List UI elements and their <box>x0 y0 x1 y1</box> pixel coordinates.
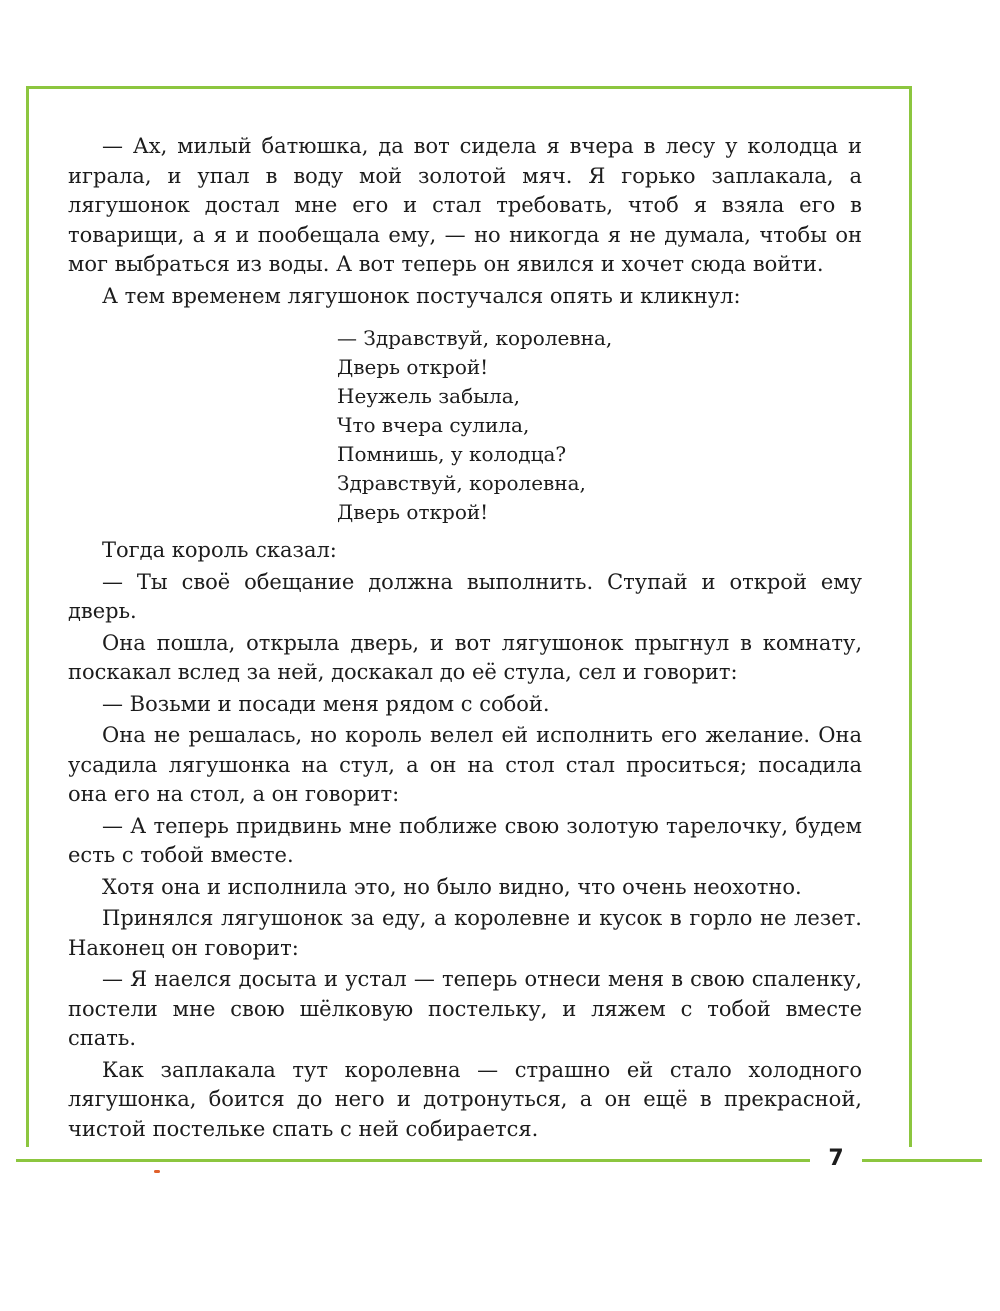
print-speck <box>154 1170 160 1173</box>
poem-line: Что вчера сулила, <box>337 413 530 437</box>
poem-line: Дверь открой! <box>337 500 489 524</box>
poem-line: Помнишь, у колодца? <box>337 442 567 466</box>
poem-line: Дверь открой! <box>337 355 489 379</box>
paragraph: — Возьми и посади меня рядом с собой. <box>102 691 550 716</box>
page-number: 7 <box>828 1146 844 1171</box>
paragraph: — Ты своё обещание должна выполнить. Ступай и открой ему дверь. <box>68 569 862 623</box>
paragraph: Она пошла, открыла дверь, и вот лягушонок прыгнул в комнату, поскакал вслед за ней, доскакал до её стула, сел и говорит: <box>68 630 862 684</box>
bottom-rule-right <box>862 1159 982 1162</box>
paragraph: Как заплакала тут королевна — страшно ей стало холодного лягушонка, боится до него и дотронуться, а он ещё в прекрасной, чистой постельке спать с ней собирается. <box>68 1057 862 1141</box>
poem-line: Неужель забыла, <box>337 384 521 408</box>
paragraph: Хотя она и исполнила это, но было видно, что очень неохотно. <box>102 874 802 899</box>
paragraph: — Ах, милый батюшка, да вот сидела я вчера в лесу у колодца и играла, и упал в воду мой золотой мяч. Я горько заплакала, а лягушонок достал мне его и стал требовать, чтоб я взяла его в товарищи, а я и пообещала ему, — но никогда я не думала, чтобы он мог выбраться из воды. А вот теперь он явился и хочет сюда войти. <box>68 134 862 276</box>
text-block-bottom <box>68 536 862 1146</box>
poem-line: — Здравствуй, королевна, <box>337 326 613 350</box>
paragraph: — А теперь придвинь мне поближе свою золотую тарелочку, будем есть с тобой вместе. <box>68 813 862 867</box>
bottom-rule-left <box>16 1159 810 1162</box>
paragraph: Тогда король сказал: <box>102 538 337 562</box>
text-block-top <box>68 132 862 313</box>
poem <box>337 324 612 527</box>
poem-line: Здравствуй, королевна, <box>337 471 586 495</box>
paragraph: А тем временем лягушонок постучался опять и кликнул: <box>102 283 741 308</box>
paragraph: Принялся лягушонок за еду, а королевне и кусок в горло не лезет. Наконец он говорит: <box>68 906 862 960</box>
paragraph: — Я наелся досыта и устал — теперь отнеси меня в свою спаленку, постели мне свою шёлковую постельку, и ляжем с тобой вместе спать. <box>68 967 862 1050</box>
paragraph: Она не решалась, но король велел ей исполнить его желание. Она усадила лягушонка на стул, а он на стол стал проситься; посадила она его на стол, а он говорит: <box>68 723 862 806</box>
